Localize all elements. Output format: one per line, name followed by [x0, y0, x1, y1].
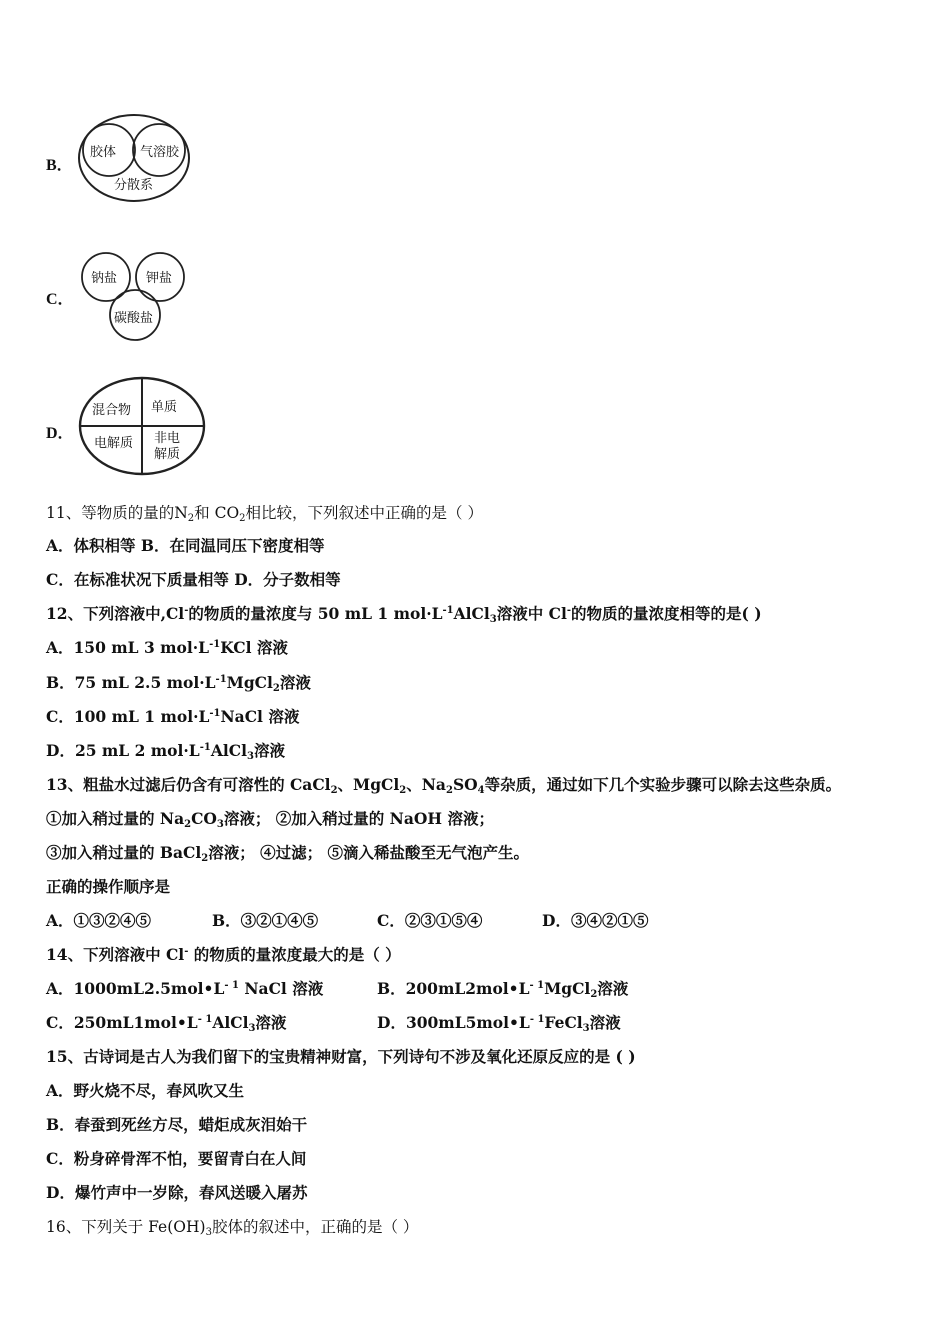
text-segment: 胶体的叙述中，正确的是（ ）: [211, 1218, 419, 1236]
line-text: [46, 706, 299, 728]
option-c-label: C．: [46, 291, 74, 308]
answer-option: [377, 978, 628, 1000]
carbonate-label: 碳酸盐: [114, 311, 154, 326]
subscript: 2: [445, 785, 453, 796]
option-d-label: D．: [46, 425, 74, 442]
text-segment: 15、古诗词是古人为我们留下的宝贵精神财富，下列诗句不涉及氧化还原反应的是 ( ): [46, 1047, 636, 1066]
text-segment: NaCl 溶液: [238, 979, 324, 998]
text-segment: CO: [191, 809, 217, 828]
text-segment: SO: [452, 775, 478, 794]
text-segment: KCl 溶液: [220, 638, 288, 657]
superscript: -1: [215, 674, 227, 685]
line-text: [46, 740, 285, 762]
text-segment: D．爆竹声中一岁除，春风送暖入屠苏: [46, 1183, 308, 1202]
text-segment: 14、下列溶液中 Cl: [46, 945, 185, 964]
text-segment: MgCl: [226, 673, 273, 692]
sodium-salt-label: 钠盐: [91, 271, 118, 286]
dispersion-system-label: 分散系: [114, 178, 154, 193]
superscript: -: [566, 605, 572, 616]
subscript: 2: [187, 513, 195, 524]
line-text: [46, 569, 341, 591]
answer-option: [377, 910, 482, 932]
subscript: 3: [216, 819, 224, 830]
substance-classification-diagram: [76, 374, 208, 478]
superscript: - 1: [197, 1014, 213, 1025]
line-text: [46, 808, 494, 830]
text-segment: FeCl: [544, 1013, 583, 1032]
text-segment: ③加入稍过量的 BaCl: [46, 843, 202, 862]
text-segment: B．75 mL 2.5 mol·L: [46, 673, 216, 692]
text-segment: 和 CO: [194, 504, 240, 522]
line-text: [46, 535, 325, 557]
text-segment: 溶液: [255, 1013, 287, 1032]
text-segment: 溶液: [279, 673, 311, 692]
text-segment: B．③②①④⑤: [212, 911, 319, 930]
superscript: -1: [209, 708, 221, 719]
line-text: [46, 1182, 307, 1204]
text-segment: B．春蚕到死丝方尽，蜡炬成灰泪始干: [46, 1115, 308, 1134]
superscript: -1: [442, 605, 454, 616]
subscript: 3: [489, 614, 497, 625]
text-segment: 等杂质，通过如下几个实验步骤可以除去这些杂质。: [484, 775, 842, 794]
text-segment: 正确的操作顺序是: [46, 877, 171, 896]
text-segment: A．野火烧不尽，春风吹又生: [46, 1081, 245, 1100]
text-segment: 、Na: [406, 775, 446, 794]
non-electrolyte-label-1: 非电: [154, 431, 181, 446]
text-segment: 的物质的量浓度与 50 mL 1 mol·L: [188, 604, 443, 623]
subscript: 2: [201, 853, 209, 864]
subscript: 3: [582, 1023, 590, 1034]
text-segment: 溶液； ④过滤； ⑤滴入稀盐酸至无气泡产生。: [208, 843, 530, 862]
aerosol-label: 气溶胶: [140, 145, 180, 160]
text-segment: 的物质的量浓度最大的是（ ）: [188, 945, 401, 964]
line-text: [46, 502, 483, 524]
superscript: -1: [199, 742, 211, 753]
text-segment: NaCl 溶液: [220, 707, 300, 726]
text-segment: D．③④②①⑤: [542, 911, 649, 930]
superscript: -: [184, 946, 189, 957]
line-text: [46, 1216, 418, 1238]
line-text: [46, 1148, 306, 1170]
text-segment: 、MgCl: [337, 775, 400, 794]
mixture-label: 混合物: [92, 403, 132, 418]
superscript: - 1: [529, 980, 545, 991]
text-segment: C．100 mL 1 mol·L: [46, 707, 210, 726]
subscript: 2: [184, 819, 192, 830]
text-segment: C．在标准状况下质量相等 D．分子数相等: [46, 570, 341, 589]
line-text: [46, 672, 311, 694]
answer-option: [377, 1012, 621, 1034]
line-text: [46, 1046, 636, 1068]
text-segment: C．②③①⑤④: [377, 911, 483, 930]
line-text: [46, 876, 170, 898]
text-segment: 相比较，下列叙述中正确的是（ ）: [245, 504, 483, 522]
answer-option: [46, 978, 323, 1000]
text-segment: 13、粗盐水过滤后仍含有可溶性的 CaCl: [46, 775, 331, 794]
text-segment: 溶液； ②加入稍过量的 NaOH 溶液；: [223, 809, 494, 828]
text-segment: 溶液: [597, 979, 629, 998]
option-b-label: B．: [46, 157, 73, 174]
subscript: 3: [248, 1023, 256, 1034]
text-segment: C．250mL1mol•L: [46, 1013, 198, 1032]
line-text: [46, 774, 841, 796]
subscript: 2: [239, 513, 246, 524]
subscript: 2: [399, 785, 407, 796]
line-text: [46, 842, 529, 864]
superscript: -1: [209, 639, 221, 650]
answer-option: [46, 1012, 286, 1034]
subscript: 2: [272, 683, 280, 694]
non-electrolyte-label-2: 解质: [154, 447, 181, 462]
line-text: [46, 1114, 307, 1136]
text-segment: 溶液中 Cl: [496, 604, 567, 623]
line-text: [46, 603, 762, 625]
text-segment: 溶液: [253, 741, 285, 760]
element-label: 单质: [151, 400, 178, 415]
dispersion-system-diagram: [76, 112, 196, 204]
text-segment: D．300mL5mol•L: [377, 1013, 530, 1032]
text-segment: 11、等物质的量的N: [46, 504, 188, 522]
answer-option: [212, 910, 318, 932]
text-segment: D．25 mL 2 mol·L: [46, 741, 200, 760]
text-segment: AlCl: [210, 741, 247, 760]
text-segment: A．体积相等 B．在同温同压下密度相等: [46, 536, 325, 555]
line-text: [46, 637, 288, 659]
superscript: - 1: [529, 1014, 545, 1025]
potassium-salt-label: 钾盐: [146, 271, 173, 286]
superscript: -: [184, 605, 189, 616]
text-segment: C．粉身碎骨浑不怕，要留青白在人间: [46, 1149, 307, 1168]
electrolyte-label: 电解质: [94, 436, 134, 451]
text-segment: AlCl: [453, 604, 490, 623]
superscript: - 1: [224, 980, 239, 991]
subscript: 3: [205, 1227, 212, 1238]
text-segment: A．①③②④⑤: [46, 911, 152, 930]
line-text: [46, 1080, 244, 1102]
text-segment: A．150 mL 3 mol·L: [46, 638, 210, 657]
line-text: [46, 944, 401, 966]
text-segment: 溶液: [589, 1013, 621, 1032]
answer-option: [542, 910, 648, 932]
subscript: 3: [246, 751, 254, 762]
text-segment: AlCl: [212, 1013, 249, 1032]
text-segment: 16、下列关于 Fe(OH): [46, 1218, 206, 1236]
text-segment: B．200mL2mol•L: [377, 979, 530, 998]
subscript: 2: [590, 989, 598, 1000]
salt-classification-diagram: [76, 252, 196, 342]
text-segment: ①加入稍过量的 Na: [46, 809, 185, 828]
colloid-label: 胶体: [90, 145, 117, 160]
text-segment: 的物质的量浓度相等的是( ): [571, 604, 762, 623]
subscript: 4: [477, 785, 485, 796]
text-segment: A．1000mL2.5mol•L: [46, 979, 225, 998]
answer-option: [46, 910, 151, 932]
text-segment: MgCl: [544, 979, 591, 998]
subscript: 2: [330, 785, 338, 796]
text-segment: 12、下列溶液中,Cl: [46, 604, 185, 623]
